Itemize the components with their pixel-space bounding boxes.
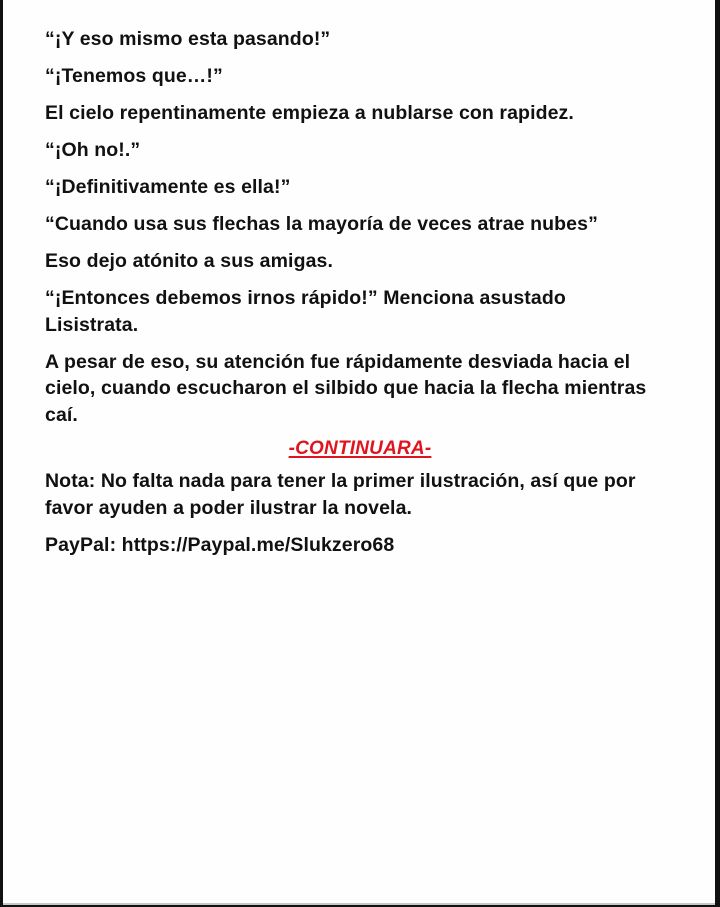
paragraph: “Cuando usa sus flechas la mayoría de veces atrae nubes” [45, 213, 598, 235]
document-page [3, 0, 715, 905]
paragraph: A pesar de eso, su atención fue rápidamente desviada hacia el cielo, cuando escucharon el silbido que hacia la flecha mientras caí. [45, 350, 647, 426]
author-note: Nota: No falta nada para tener la primer ilustración, así que por favor ayuden a poder ilustrar la novela. [45, 470, 636, 519]
paypal-link[interactable]: PayPal: https://Paypal.me/Slukzero68 [45, 533, 395, 556]
paragraph: “¡Oh no!.” [45, 139, 141, 161]
continue-heading: -CONTINUARA- [288, 437, 432, 459]
paragraph: “¡Tenemos que…!” [45, 65, 223, 87]
paragraph: “¡Entonces debemos irnos rápido!” Menciona asustado Lisistrata. [45, 287, 566, 336]
paragraph: Eso dejo atónito a sus amigas. [45, 250, 333, 272]
paragraph: “¡Definitivamente es ella!” [45, 176, 291, 198]
document-body [45, 26, 675, 569]
paragraph: “¡Y eso mismo esta pasando!” [45, 28, 331, 50]
paragraph: El cielo repentinamente empieza a nublarse con rapidez. [45, 102, 574, 124]
